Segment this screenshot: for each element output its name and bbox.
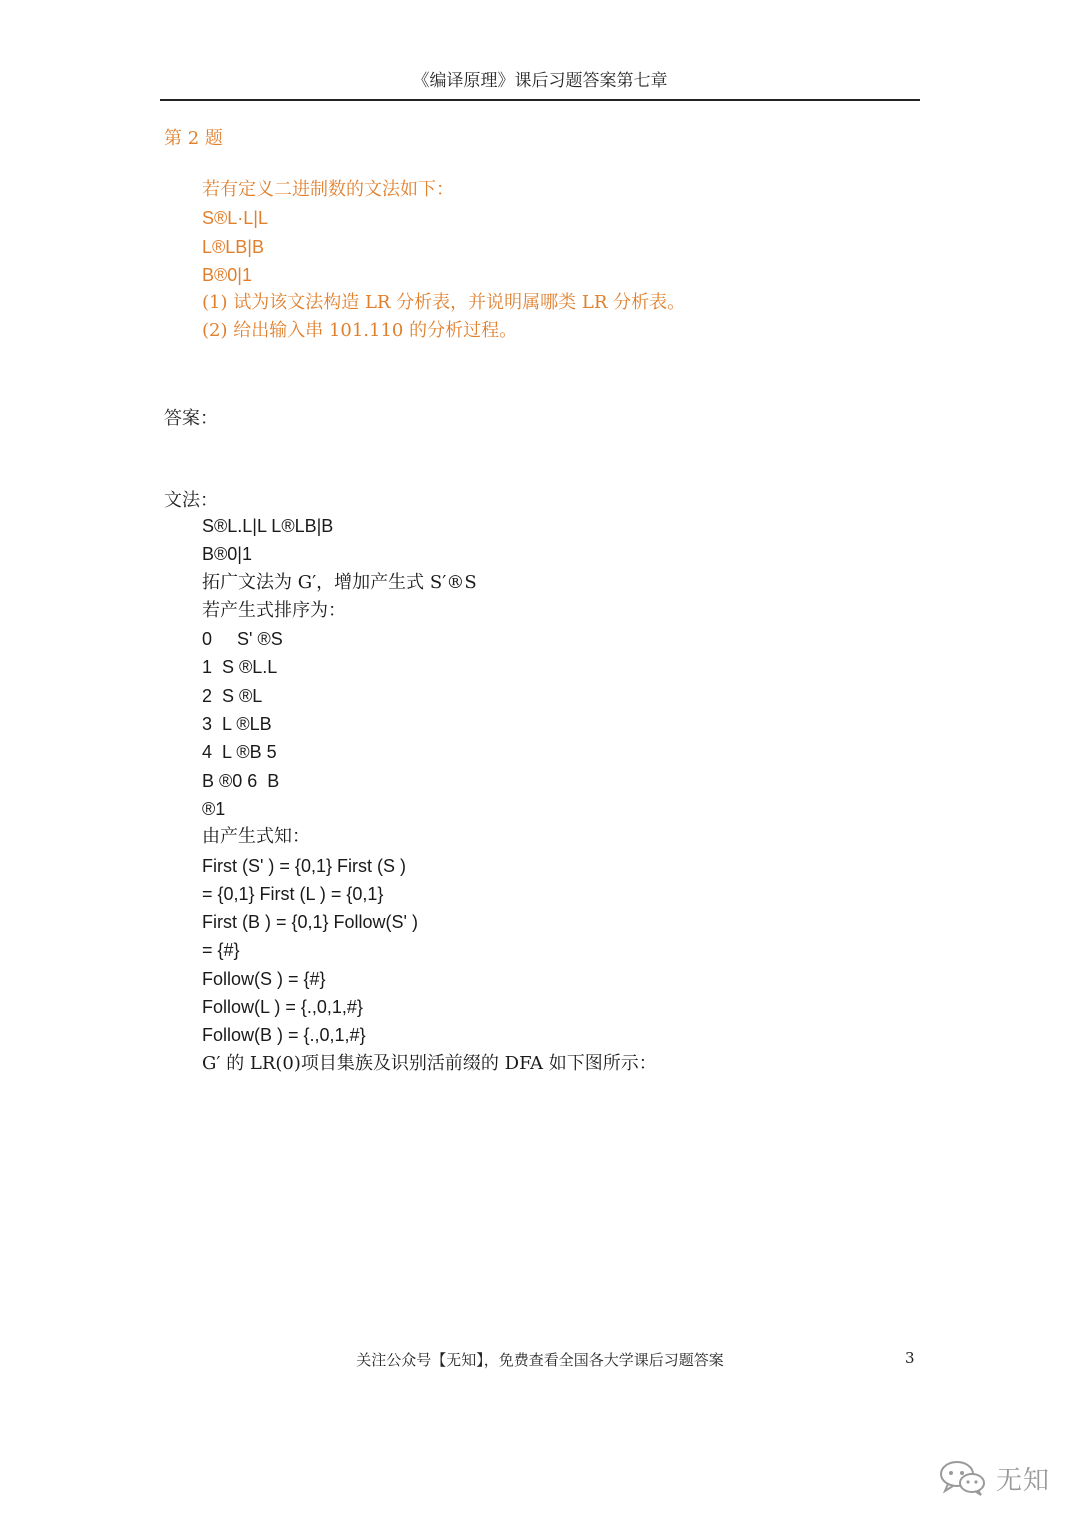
- solution-line: B®0|1: [202, 544, 252, 565]
- problem-line: 若有定义二进制数的文法如下：: [202, 179, 454, 200]
- answer-label: 答案：: [164, 408, 218, 429]
- solution-line: B ®0 6 B: [202, 770, 280, 791]
- solution-line: = {0,1} First (L ) = {0,1}: [202, 883, 384, 904]
- solution-line: 2 S ®L: [202, 685, 263, 706]
- page-header-title: 《编译原理》课后习题答案第七章: [412, 71, 668, 91]
- problem-line: B®0|1: [202, 264, 252, 285]
- solution-line: 1 S ®L.L: [202, 657, 278, 678]
- solution-line: Follow(B ) = {.,0,1,#}: [202, 1025, 366, 1046]
- footer-text: 关注公众号【无知】，免费查看全国各大学课后习题答案: [356, 1351, 724, 1369]
- solution-line: ®1: [202, 798, 226, 819]
- problem-statement: [202, 176, 685, 346]
- solution-line: S®L.L|L L®LB|B: [202, 516, 334, 536]
- problem-line: (2) 给出输入串 101.110 的分析过程。: [202, 320, 518, 342]
- header-divider: [160, 99, 920, 101]
- solution-line: 0 S' ®S: [202, 629, 283, 650]
- watermark-text: 无知: [996, 1465, 1051, 1496]
- problem-title: 第 2 题: [164, 128, 223, 149]
- solution-line: 由产生式知：: [202, 826, 310, 848]
- solution-body: [202, 512, 657, 1078]
- solution-line: 拓广文法为 G′，增加产生式 S′®S: [202, 571, 477, 593]
- solution-line: 若产生式排序为：: [202, 599, 346, 621]
- problem-line: L®LB|B: [202, 236, 264, 257]
- solution-line: Follow(L ) = {.,0,1,#}: [202, 997, 363, 1018]
- grammar-label: 文法：: [164, 490, 218, 511]
- solution-line: 3 L ®LB: [202, 714, 272, 735]
- page-number: 3: [905, 1349, 915, 1367]
- solution-line: First (S' ) = {0,1} First (S ): [202, 855, 406, 876]
- solution-line: G′ 的 LR(0)项目集族及识别活前缀的 DFA 如下图所示：: [202, 1052, 657, 1074]
- watermark: [938, 1458, 1050, 1498]
- wechat-icon: [938, 1458, 988, 1498]
- solution-line: First (B ) = {0,1} Follow(S' ): [202, 912, 418, 933]
- problem-line: S®L·L|L: [202, 208, 268, 229]
- solution-line: Follow(S ) = {#}: [202, 968, 326, 989]
- solution-line: = {#}: [202, 940, 240, 961]
- solution-line: 4 L ®B 5: [202, 742, 277, 763]
- problem-line: (1) 试为该文法构造 LR 分析表，并说明属哪类 LR 分析表。: [202, 292, 686, 314]
